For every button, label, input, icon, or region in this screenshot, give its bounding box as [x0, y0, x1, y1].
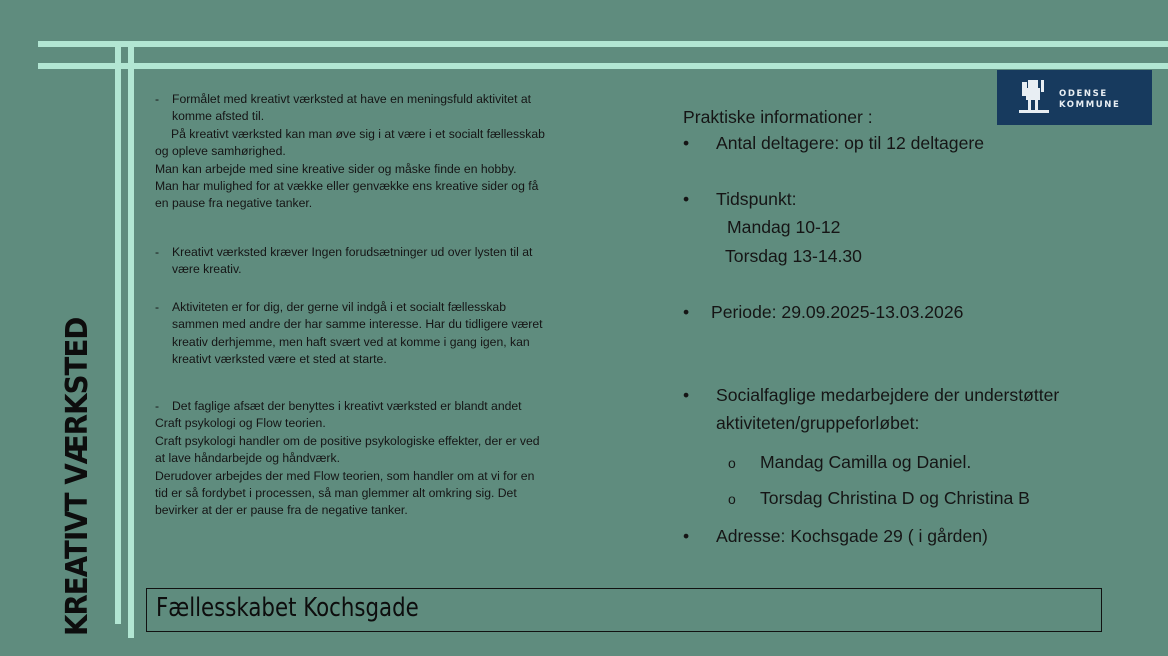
decor-line-top-2 [38, 63, 1168, 69]
dash-bullet: - [155, 399, 160, 413]
bullet-icon: • [683, 526, 690, 546]
city-coat-of-arms-icon [1019, 76, 1049, 116]
description-block-4 [155, 398, 587, 520]
staff-thursday [728, 488, 1030, 509]
address-text: Adresse: Kochsgade 29 ( i gården) [716, 526, 988, 546]
time-thursday: Torsdag 13-14.30 [725, 246, 862, 266]
text-line: sammen med andre der har samme interesse. Har du tidligere været [172, 317, 543, 332]
text-line: at lave håndarbejde og håndværk. [155, 451, 340, 466]
text-line: en pause fra negative tanker. [155, 196, 313, 211]
text-line: Formålet med kreativt værksted at have en meningsfuld aktivitet at [172, 92, 532, 106]
decor-line-left-2 [128, 41, 134, 638]
period-text: Periode: 29.09.2025-13.03.2026 [711, 302, 964, 322]
text-line: og opleve samhørighed. [155, 144, 286, 159]
footer-box [146, 588, 1102, 632]
participants-text: Antal deltagere: op til 12 deltagere [716, 133, 985, 153]
text-line: kreativt værksted være et sted at starte. [172, 352, 387, 367]
time-monday: Mandag 10-12 [727, 217, 841, 237]
logo-text [1059, 89, 1120, 111]
text-line: Aktiviteten er for dig, der gerne vil indgå i et socialt fællesskab [172, 300, 506, 314]
bullet-icon: • [683, 189, 690, 209]
staff-monday [728, 452, 972, 473]
dash-bullet: - [155, 300, 160, 314]
text-line: Det faglige afsæt der benyttes i kreativt værksted er blandt andet [172, 399, 522, 413]
staff-thursday-text: Torsdag Christina D og Christina B [760, 488, 1030, 508]
text-line: På kreativt værksted kan man øve sig i at være i et socialt fællesskab [171, 126, 545, 141]
bullet-icon: • [683, 385, 690, 405]
logo-line-1: ODENSE [1059, 89, 1108, 99]
info-heading: Praktiske informationer : [683, 107, 873, 127]
decor-line-left [115, 41, 121, 624]
text-line: tid er så fordybet i processen, så man glemmer alt omkring sig. Det [155, 486, 517, 501]
text-line: være kreativ. [172, 262, 242, 277]
sub-bullet-icon: o [728, 491, 736, 507]
side-title: KREATIVT VÆRKSTED [60, 317, 95, 636]
bullet-icon: • [683, 302, 690, 322]
text-line: bevirker at der er pause fra de negative tanker. [155, 503, 408, 518]
staff-monday-text: Mandag Camilla og Daniel. [760, 452, 972, 472]
dash-bullet: - [155, 245, 160, 259]
dash-bullet: - [155, 92, 160, 106]
text-line: Man har mulighed for at vække eller genvække ens kreative sider og få [155, 179, 539, 194]
description-block-1 [155, 91, 587, 213]
odense-kommune-logo [997, 70, 1152, 125]
decor-line-top [38, 41, 1168, 47]
logo-line-2: KOMMUNE [1059, 100, 1121, 110]
staff-text: Socialfaglige medarbejdere der understøtter [716, 385, 1060, 405]
text-line: Kreativt værksted kræver Ingen forudsætninger ud over lysten til at [172, 245, 533, 259]
staff-text-2: aktiviteten/gruppeforløbet: [716, 413, 920, 433]
description-block-2 [155, 244, 587, 279]
footer-title: Fællesskabet Kochsgade [156, 593, 419, 623]
text-line: Craft psykologi og Flow teorien. [155, 416, 326, 431]
text-line: komme afsted til. [172, 109, 265, 124]
text-line: Man kan arbejde med sine kreative sider og måske finde en hobby. [155, 161, 517, 176]
text-line: kreativ derhjemme, men haft svært ved at komme i gang igen, kan [172, 334, 530, 349]
text-line: Derudover arbejdes der med Flow teorien, som handler om at vi for en [155, 468, 535, 483]
bullet-icon: • [683, 133, 690, 153]
sub-bullet-icon: o [728, 455, 736, 471]
time-label: Tidspunkt: [716, 189, 797, 209]
text-line: Craft psykologi handler om de positive psykologiske effekter, der er ved [155, 433, 540, 448]
description-block-3 [155, 299, 587, 369]
